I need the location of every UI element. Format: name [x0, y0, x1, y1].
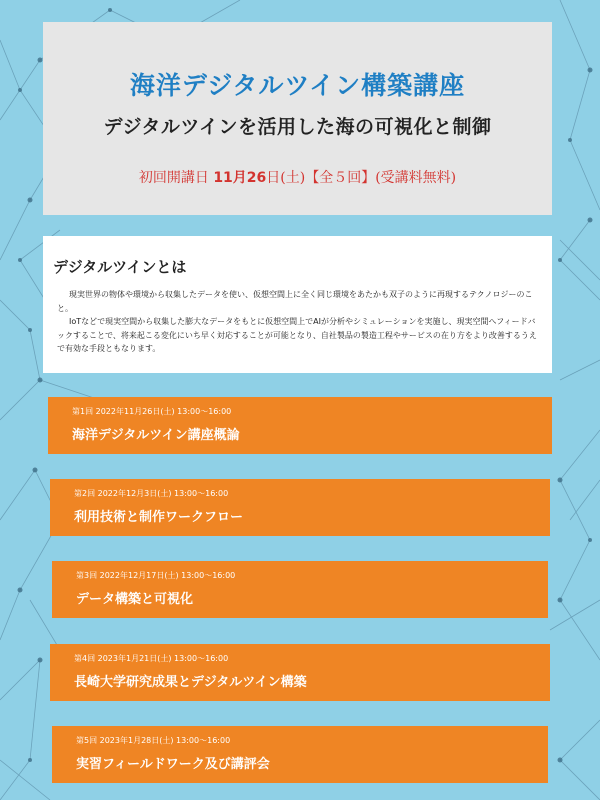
session-card-3: [52, 561, 548, 618]
header-panel: [43, 22, 552, 215]
session-meta: 第5回 2023年1月28日(土) 13:00〜16:00: [76, 736, 231, 745]
session-card-2: [50, 479, 550, 536]
session-meta: 第4回 2023年1月21日(土) 13:00〜16:00: [74, 654, 229, 663]
session-card-5: [52, 726, 548, 783]
date-prefix: 初回開講日: [138, 170, 209, 186]
date-suffix: 日(土)【全５回】(受講料無料): [266, 170, 457, 186]
about-paragraph-1: 現実世界の物体や環境から収集したデータを使い、仮想空間上に全く同じ環境をあたかも双子のように再現するテクノロジーのこと。: [57, 290, 533, 313]
session-meta: 第2回 2022年12月3日(土) 13:00〜16:00: [74, 489, 229, 498]
session-title: 海洋デジタルツイン講座概論: [72, 428, 240, 443]
session-meta: 第3回 2022年12月17日(土) 13:00〜16:00: [76, 571, 236, 580]
session-title: 長崎大学研究成果とデジタルツイン構築: [74, 675, 307, 690]
page-subtitle: デジタルツインを活用した海の可視化と制御: [103, 116, 492, 138]
about-panel: [43, 236, 552, 373]
about-paragraph-2: IoTなどで現実空間から収集した膨大なデータをもとに仮想空間上でAIが分析やシミュレーションを実施し、現実空間へフィードバックすることで、将来起こる変化にいち早く対応することが可能となり、自社製品の製造工程やサービスの在り方をより改善するうえで有効な手段ともなります。: [57, 317, 537, 353]
session-title: 利用技術と制作ワークフロー: [74, 510, 244, 525]
session-card-1: [48, 397, 552, 454]
page-title: 海洋デジタルツイン構築講座: [129, 71, 466, 100]
session-title: データ構築と可視化: [76, 592, 194, 607]
session-title: 実習フィールドワーク及び講評会: [76, 757, 270, 772]
date-main: 11月26: [213, 170, 267, 186]
about-heading: デジタルツインとは: [53, 258, 187, 276]
session-meta: 第1回 2022年11月26日(土) 13:00〜16:00: [72, 407, 232, 416]
session-card-4: [50, 644, 550, 701]
start-date-line: [43, 167, 552, 187]
about-body: [57, 288, 538, 356]
